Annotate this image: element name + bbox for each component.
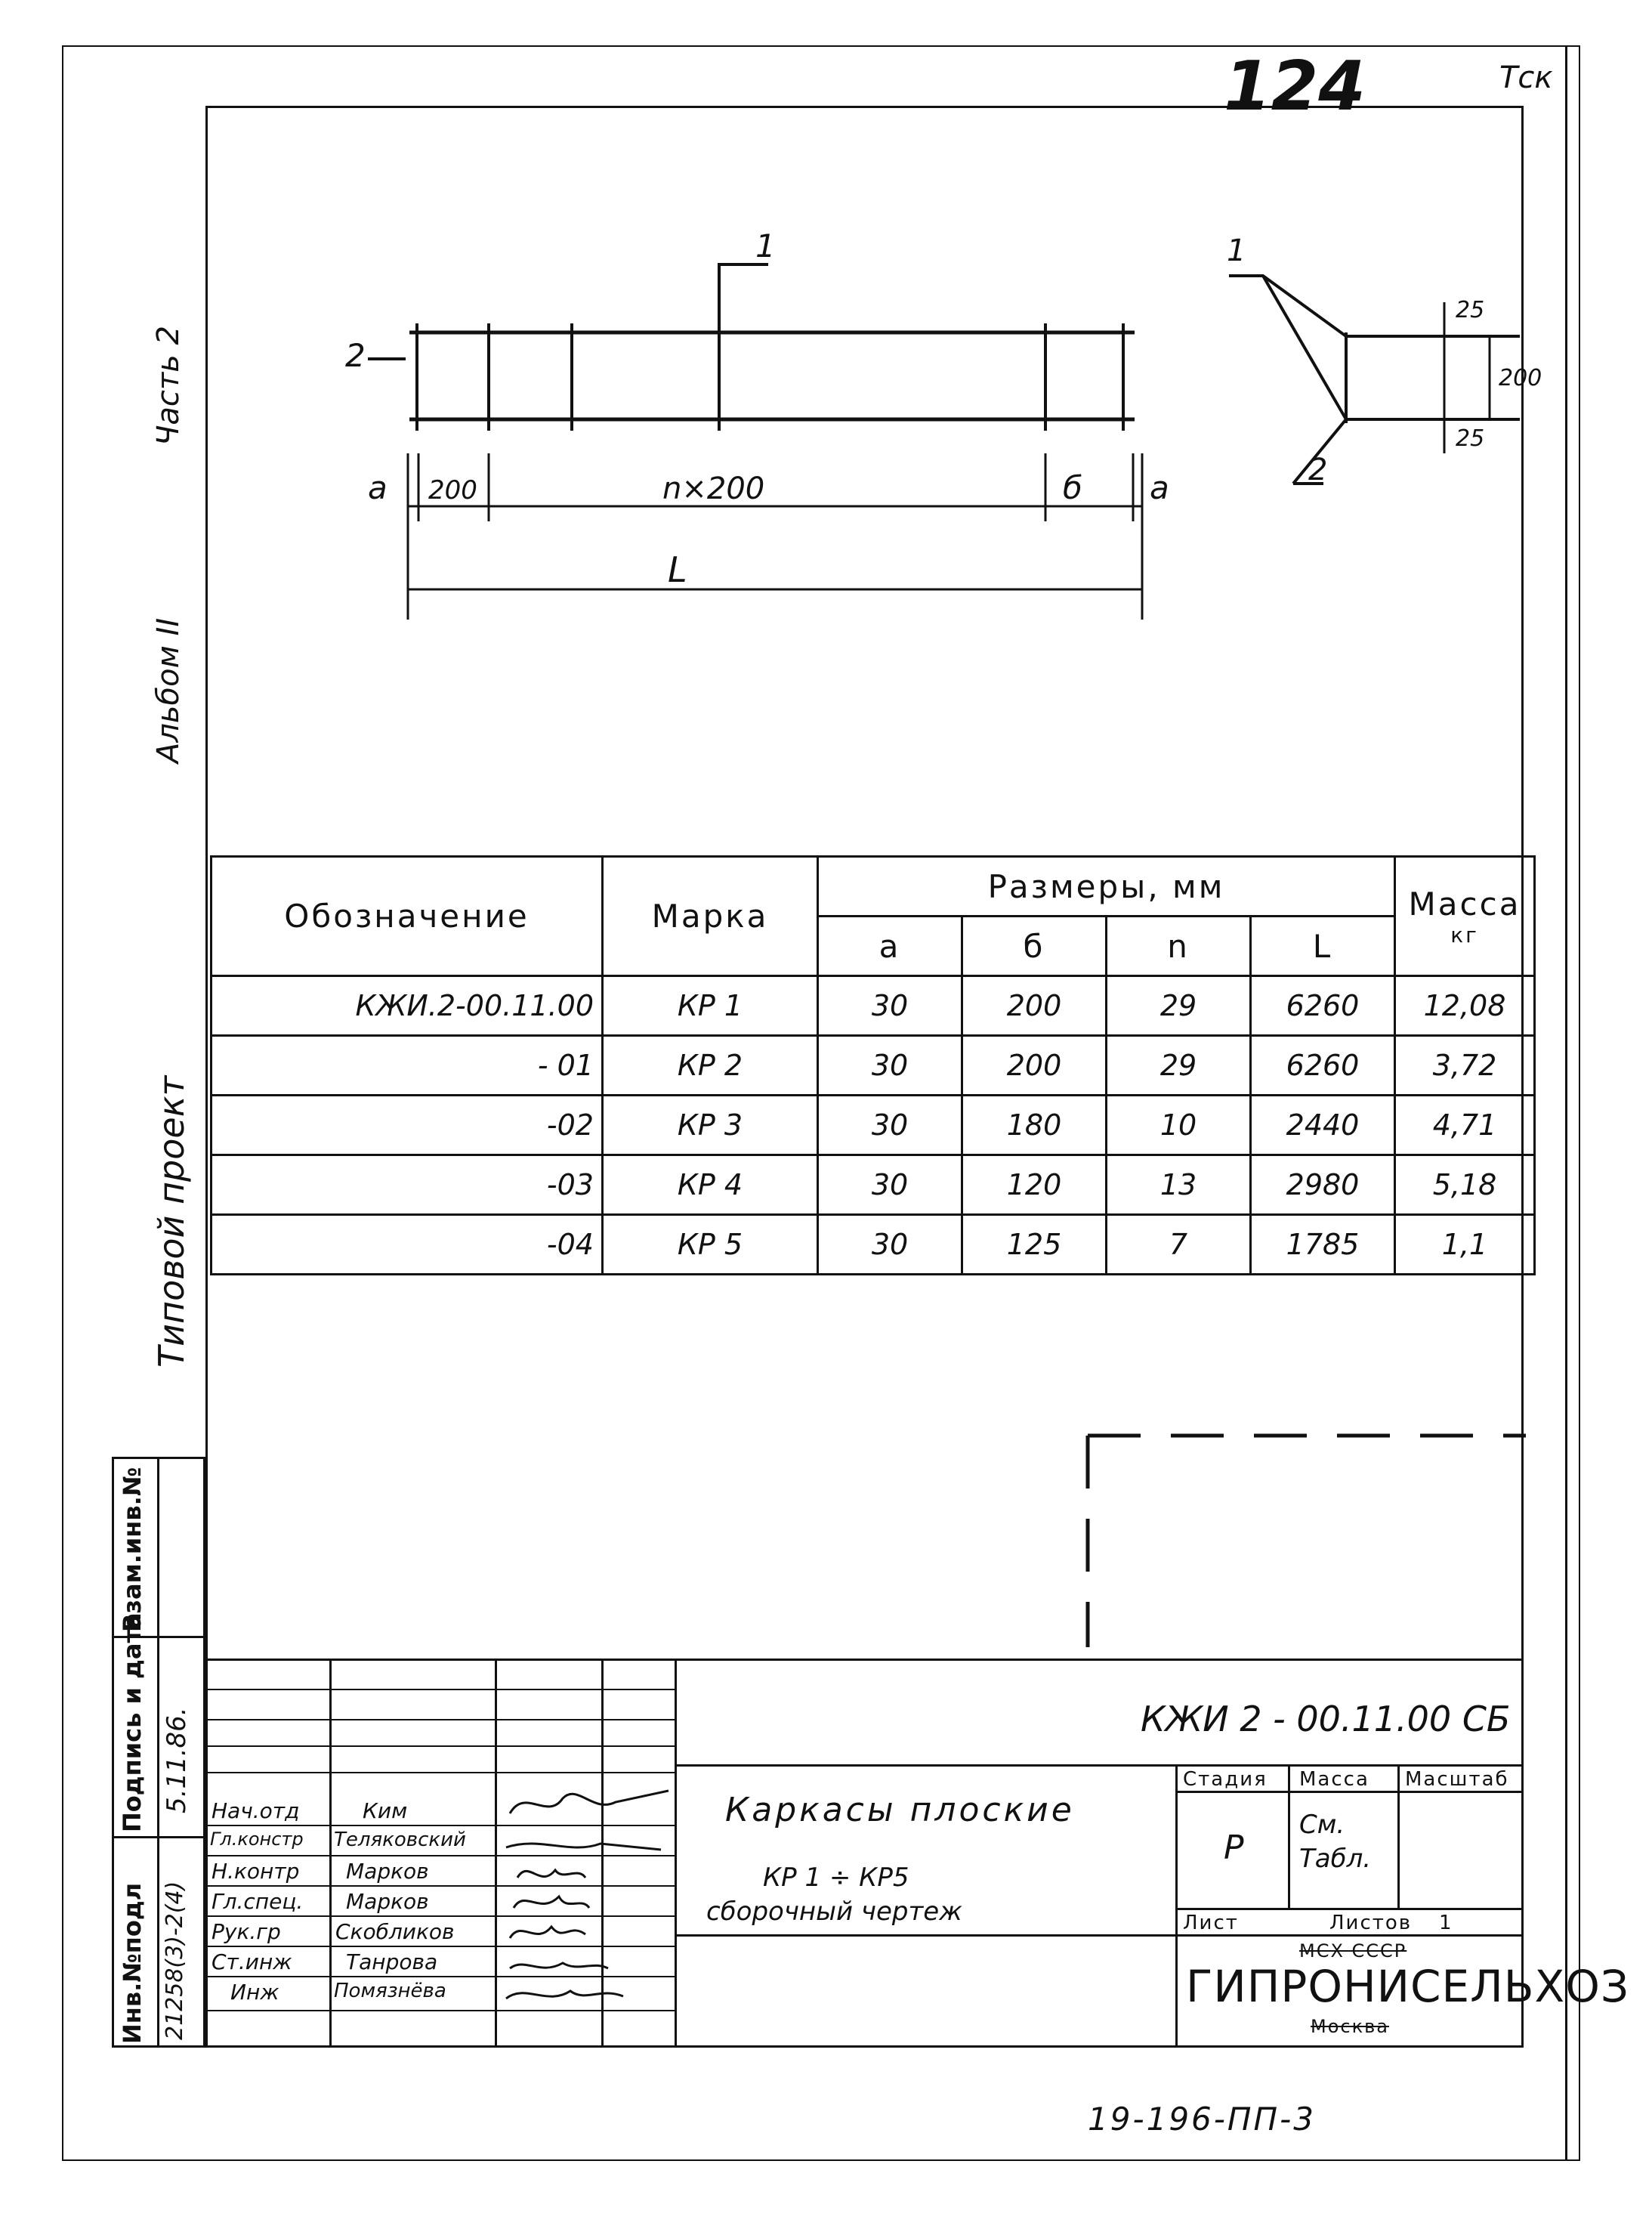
dim-a-left: а	[368, 469, 388, 506]
table-row	[212, 1215, 1535, 1275]
side-label-project: Типовой проект	[151, 1075, 192, 1368]
tb-vline-6	[1288, 1764, 1290, 1908]
role-1: Нач.отд	[212, 1798, 300, 1823]
header-L: L	[1251, 917, 1395, 976]
tb-row-2	[205, 1719, 675, 1720]
role-6: Ст.инж	[212, 1949, 292, 1974]
scale-label: Масштаб	[1405, 1768, 1509, 1791]
mass-value-2: Табл.	[1299, 1844, 1372, 1874]
callout-2: 2	[345, 337, 366, 374]
callout-1: 1	[755, 227, 776, 264]
row-designation: -03	[212, 1155, 603, 1215]
row-a: 30	[818, 1155, 962, 1215]
corner-mark: Тск	[1499, 60, 1553, 95]
side-label-album: Альбом II	[151, 617, 186, 763]
row-mark: КР 4	[603, 1155, 818, 1215]
org-top: МСХ СССР	[1299, 1940, 1407, 1962]
dim-200: 200	[428, 475, 477, 505]
row-n: 13	[1107, 1155, 1251, 1215]
org-city: Москва	[1311, 2016, 1389, 2037]
tb-row-1	[205, 1689, 675, 1690]
header-a: а	[818, 917, 962, 976]
title-line-2: КР 1 ÷ КР5	[763, 1863, 909, 1893]
specification-table	[210, 855, 1536, 1275]
table-row	[212, 976, 1535, 1036]
table-row	[212, 1036, 1535, 1096]
header-mark: Марка	[603, 857, 818, 976]
mass-value-1: См.	[1299, 1810, 1345, 1840]
sheet-number: 124	[1224, 47, 1366, 126]
section-25-top: 25	[1456, 297, 1485, 323]
tb-hline-sheet	[1175, 1908, 1524, 1910]
tb-hline-title	[675, 1934, 1175, 1937]
row-b: 180	[962, 1096, 1107, 1155]
row-n: 29	[1107, 1036, 1251, 1096]
dim-b: б	[1063, 469, 1082, 506]
sheets-value: 1	[1439, 1912, 1453, 1934]
role-7: Инж	[230, 1980, 279, 2005]
strip-divider	[157, 1457, 159, 2048]
row-a: 30	[818, 976, 962, 1036]
dim-n200: n×200	[662, 471, 765, 506]
row-mass: 1,1	[1395, 1215, 1535, 1275]
header-designation: Обозначение	[212, 857, 603, 976]
header-n: n	[1107, 917, 1251, 976]
table-row	[212, 1096, 1535, 1155]
row-n: 7	[1107, 1215, 1251, 1275]
header-dimensions: Размеры, мм	[818, 857, 1395, 917]
stage-label: Стадия	[1183, 1768, 1268, 1791]
tb-row-3	[205, 1745, 675, 1747]
sheets-label: Листов	[1329, 1912, 1413, 1934]
header-b: б	[962, 917, 1107, 976]
section-leader-1a	[1229, 276, 1346, 336]
row-designation: -04	[212, 1215, 603, 1275]
row-n: 29	[1107, 976, 1251, 1036]
title-line-3: сборочный чертеж	[706, 1897, 962, 1927]
footer-code: 19-196-ПП-3	[1088, 2101, 1316, 2138]
dim-a-right: а	[1150, 469, 1169, 506]
side-label-part: Часть 2	[151, 326, 186, 446]
title-line-1: Каркасы плоские	[725, 1791, 1075, 1829]
row-mass: 5,18	[1395, 1155, 1535, 1215]
row-b: 125	[962, 1215, 1107, 1275]
frame-edge-right	[1565, 45, 1567, 2161]
section-callout-2: 2	[1308, 453, 1328, 487]
row-designation: - 01	[212, 1036, 603, 1096]
header-mass	[1395, 857, 1535, 976]
table-header-row	[212, 857, 1535, 917]
name-2: Теляковский	[334, 1829, 466, 1851]
strip-value-date: 5.11.86.	[162, 1707, 192, 1813]
section-callout-1: 1	[1227, 233, 1246, 268]
section-200: 200	[1499, 365, 1542, 391]
role-4: Гл.спец.	[212, 1889, 304, 1914]
row-a: 30	[818, 1036, 962, 1096]
name-1: Ким	[363, 1798, 408, 1823]
tb-vline-5	[1175, 1764, 1178, 2048]
header-mass-label: Масса	[1408, 885, 1521, 923]
row-L: 2440	[1251, 1096, 1395, 1155]
row-mass: 12,08	[1395, 976, 1535, 1036]
strip-label-replace-inv: Взам.инв.№	[118, 1467, 147, 1632]
dim-L: L	[668, 549, 687, 590]
table-row	[212, 1155, 1535, 1215]
strip-label-inv-orig: Инв.№подл	[118, 1882, 147, 2044]
frame-drawing	[205, 106, 1542, 831]
role-5: Рук.гр	[212, 1919, 281, 1944]
row-mass: 4,71	[1395, 1096, 1535, 1155]
row-mark: КР 3	[603, 1096, 818, 1155]
leader-1	[719, 264, 768, 332]
header-mass-unit: кг	[1450, 922, 1479, 948]
name-7: Помязнёва	[334, 1980, 446, 2002]
row-mark: КР 5	[603, 1215, 818, 1275]
row-n: 10	[1107, 1096, 1251, 1155]
strip-value-inv: 21258(3)-2(4)	[162, 1881, 188, 2040]
mass-label: Масса	[1299, 1768, 1369, 1791]
name-4: Марков	[346, 1889, 429, 1914]
row-L: 2980	[1251, 1155, 1395, 1215]
name-5: Скобликов	[335, 1919, 455, 1944]
org-name: ГИПРОНИСЕЛЬХОЗ	[1186, 1961, 1630, 2012]
name-6: Танрова	[346, 1949, 438, 1974]
dashed-bracket	[1080, 1428, 1533, 1655]
row-b: 200	[962, 1036, 1107, 1096]
name-3: Марков	[346, 1859, 429, 1884]
strip-label-sign-date: Подпись и дата	[118, 1612, 147, 1832]
sheet-label: Лист	[1183, 1912, 1239, 1934]
tb-vline-1	[329, 1659, 332, 2048]
row-b: 200	[962, 976, 1107, 1036]
signatures	[495, 1783, 691, 2025]
row-L: 1785	[1251, 1215, 1395, 1275]
tb-hline-code	[675, 1764, 1524, 1767]
row-b: 120	[962, 1155, 1107, 1215]
row-mass: 3,72	[1395, 1036, 1535, 1096]
doc-code: КЖИ 2 - 00.11.00 СБ	[1141, 1699, 1511, 1739]
stage-value: Р	[1224, 1829, 1244, 1867]
tb-hline-stage	[1175, 1791, 1524, 1793]
row-a: 30	[818, 1096, 962, 1155]
tb-hline-org	[1175, 1934, 1524, 1937]
role-3: Н.контр	[212, 1859, 300, 1884]
row-a: 30	[818, 1215, 962, 1275]
row-L: 6260	[1251, 976, 1395, 1036]
row-mark: КР 2	[603, 1036, 818, 1096]
tb-vline-7	[1397, 1764, 1400, 1908]
row-designation: -02	[212, 1096, 603, 1155]
row-mark: КР 1	[603, 976, 818, 1036]
section-leader-1b	[1263, 276, 1346, 419]
section-25-bottom: 25	[1456, 425, 1485, 452]
tb-row-4	[205, 1772, 675, 1773]
strip-row-2	[112, 1836, 205, 1838]
row-L: 6260	[1251, 1036, 1395, 1096]
row-designation: КЖИ.2-00.11.00	[212, 976, 603, 1036]
role-2: Гл.констр	[210, 1829, 304, 1850]
